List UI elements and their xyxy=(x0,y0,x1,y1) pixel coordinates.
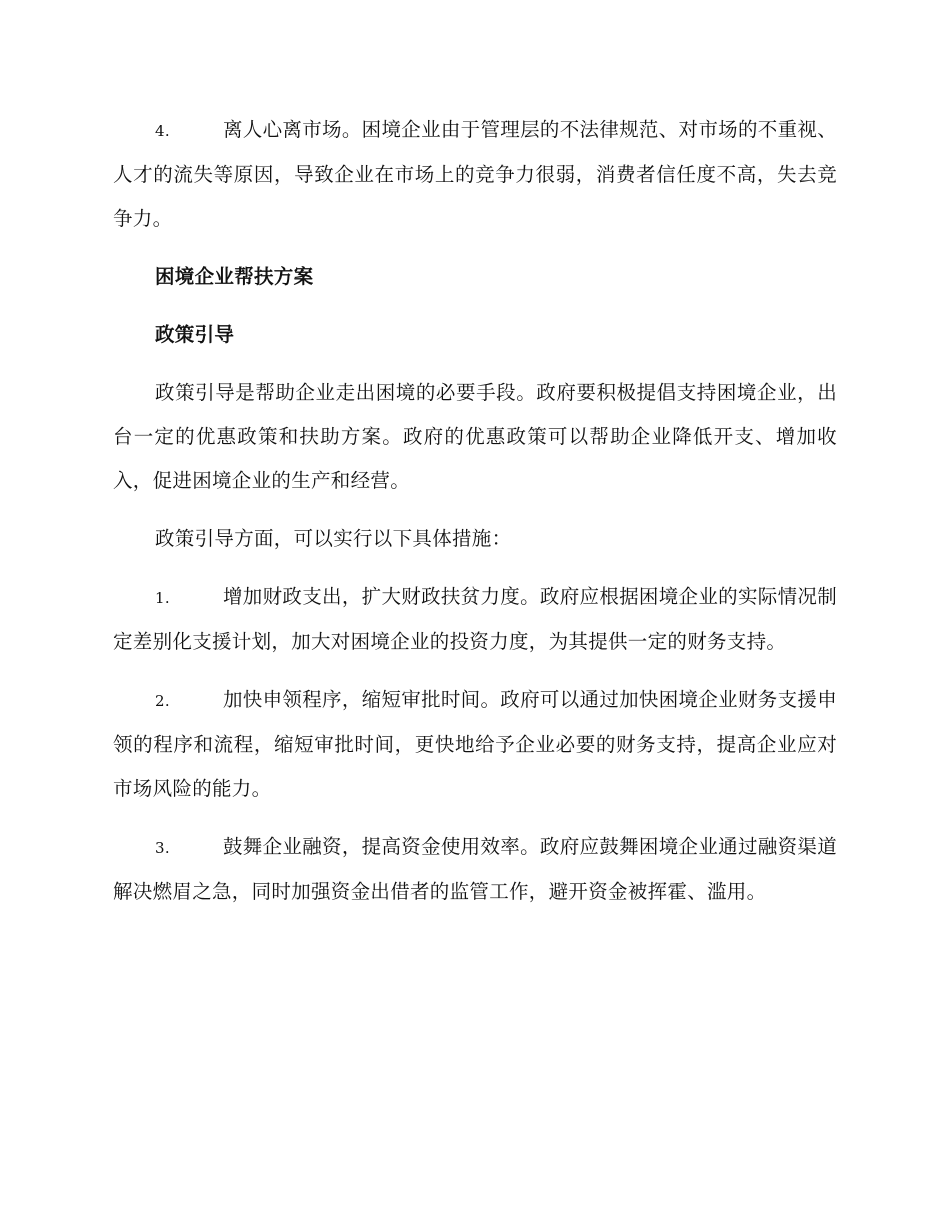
list-item-1 xyxy=(113,575,837,664)
list-item-3 xyxy=(113,825,837,914)
list-number: 3. xyxy=(155,839,170,857)
document-body xyxy=(113,108,837,928)
list-item-text: 加快申领程序，缩短审批时间。政府可以通过加快困境企业财务支援申领的程序和流程，缩短审批时间，更快地给予企业必要的财务支持，提高企业应对市场风险的能力。 xyxy=(113,688,837,800)
paragraph-measures-lead: 政策引导方面，可以实行以下具体措施： xyxy=(155,527,512,550)
list-item-2 xyxy=(113,678,837,811)
paragraph-policy-intro: 政策引导是帮助企业走出困境的必要手段。政府要积极提倡支持困境企业，出台一定的优惠政策和扶助方案。政府的优惠政策可以帮助企业降低开支、增加收入，促进困境企业的生产和经营。 xyxy=(113,381,837,492)
list-number: 1. xyxy=(155,589,170,607)
list-item-text: 增加财政支出，扩大财政扶贫力度。政府应根据困境企业的实际情况制定差别化支援计划，加大对困境企业的投资力度，为其提供一定的财务支持。 xyxy=(113,585,837,653)
list-item-text: 离人心离市场。困境企业由于管理层的不法律规范、对市场的不重视、人才的流失等原因，导致企业在市场上的竞争力很弱，消费者信任度不高，失去竞争力。 xyxy=(113,118,837,230)
list-item-text: 鼓舞企业融资，提高资金使用效率。政府应鼓舞困境企业通过融资渠道解决燃眉之急，同时加强资金出借者的监管工作，避开资金被挥霍、滥用。 xyxy=(113,835,837,903)
subsection-heading: 政策引导 xyxy=(155,323,235,346)
list-item-4 xyxy=(113,108,837,241)
list-number: 4. xyxy=(155,122,170,140)
list-number: 2. xyxy=(155,692,170,710)
section-heading: 困境企业帮扶方案 xyxy=(155,265,314,288)
